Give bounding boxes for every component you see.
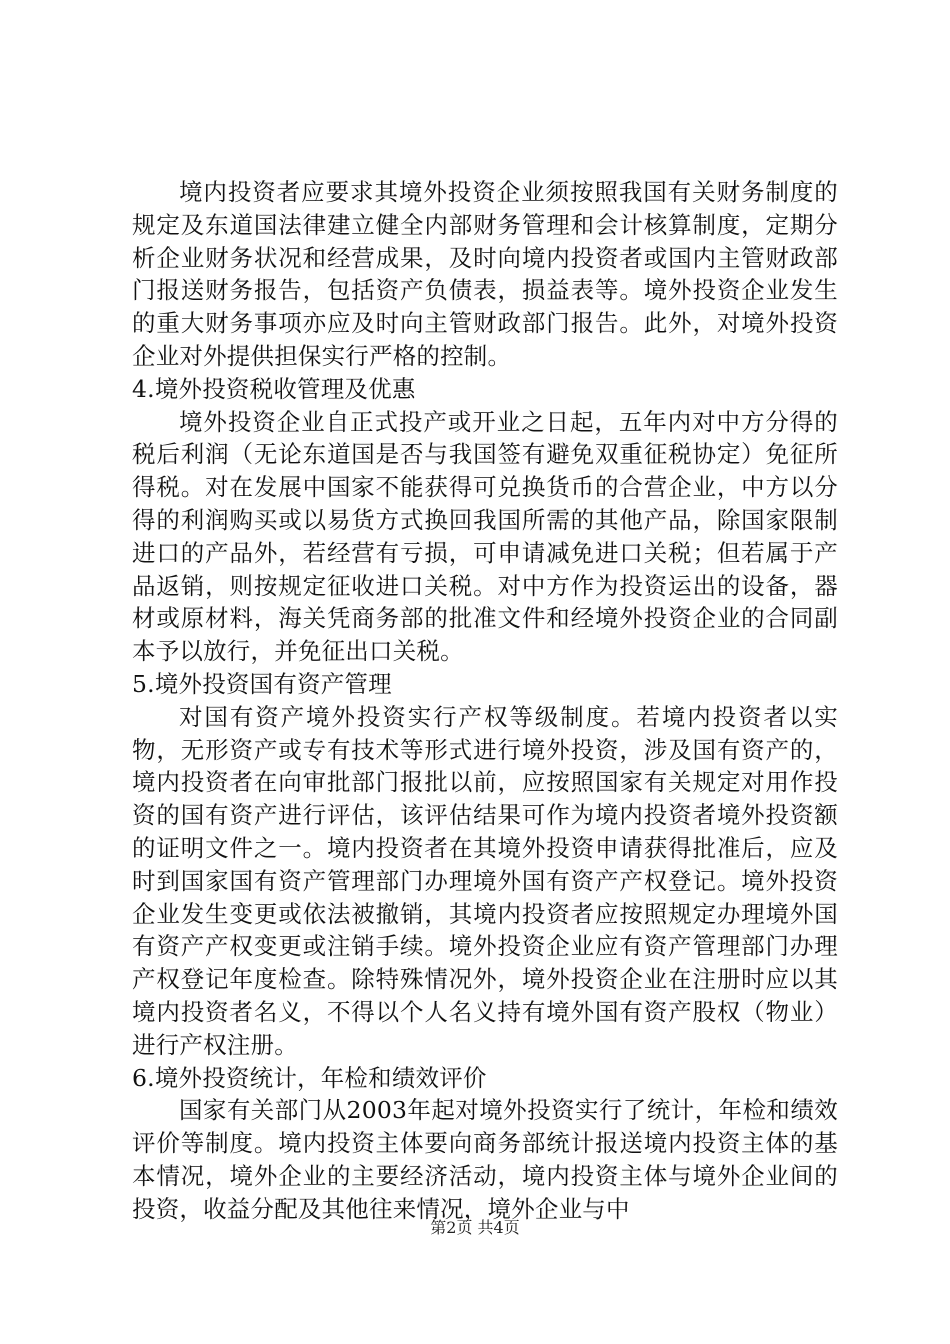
section-heading-statistics: 6.境外投资统计，年检和绩效评价: [132, 1063, 487, 1092]
paragraph-tax-incentives: 境外投资企业自正式投产或开业之日起，五年内对中方分得的税后利润（无论东道国是否与我国签有避免双重征税协定）免征所得税。对在发展中国家不能获得可兑换货币的合营企业，中方以分得的利润购买或以易货方式换回我国所需的其他产品，除国家限制进口的产品外，若经营有亏损，可申请减免进口关税；但若属于产品返销，则按规定征收进口关税。对中方作为投资运出的设备，器材或原材料，海关凭商务部的批准文件和经境外投资企业的合同副本予以放行，并免征出口关税。: [132, 407, 838, 666]
paragraph-state-assets: 对国有资产境外投资实行产权等级制度。若境内投资者以实物，无形资产或专有技术等形式进行境外投资，涉及国有资产的，境内投资者在向审批部门报批以前，应按照国家有关规定对用作投资的国有资产进行评估，该评估结果可作为境内投资者境外投资额的证明文件之一。境内投资者在其境外投资申请获得批准后，应及时到国家国有资产管理部门办理境外国有资产产权登记。境外投资企业发生变更或依法被撤销，其境内投资者应按照规定办理境外国有资产产权变更或注销手续。境外投资企业应有资产管理部门办理产权登记年度检查。除特殊情况外，境外投资企业在注册时应以其境内投资者名义，不得以个人名义持有境外国有资产股权（物业）进行产权注册。: [132, 702, 838, 1059]
section-heading-state-assets: 5.境外投资国有资产管理: [132, 669, 392, 698]
page-number-footer: 第2页 共4页: [430, 1218, 520, 1237]
section-heading-tax: 4.境外投资税收管理及优惠: [132, 374, 416, 403]
document-body: [132, 176, 838, 1226]
paragraph-financial-management: 境内投资者应要求其境外投资企业须按照我国有关财务制度的规定及东道国法律建立健全内部财务管理和会计核算制度，定期分析企业财务状况和经营成果，及时向境内投资者或国内主管财政部门报送财务报告，包括资产负债表，损益表等。境外投资企业发生的重大财务事项亦应及时向主管财政部门报告。此外，对境外投资企业对外提供担保实行严格的控制。: [132, 178, 838, 370]
paragraph-statistics: 国家有关部门从2003年起对境外投资实行了统计，年检和绩效评价等制度。境内投资主体要向商务部统计报送境内投资主体的基本情况，境外企业的主要经济活动，境内投资主体与境外企业间的投资，收益分配及其他往来情况，境外企业与中: [132, 1096, 838, 1223]
